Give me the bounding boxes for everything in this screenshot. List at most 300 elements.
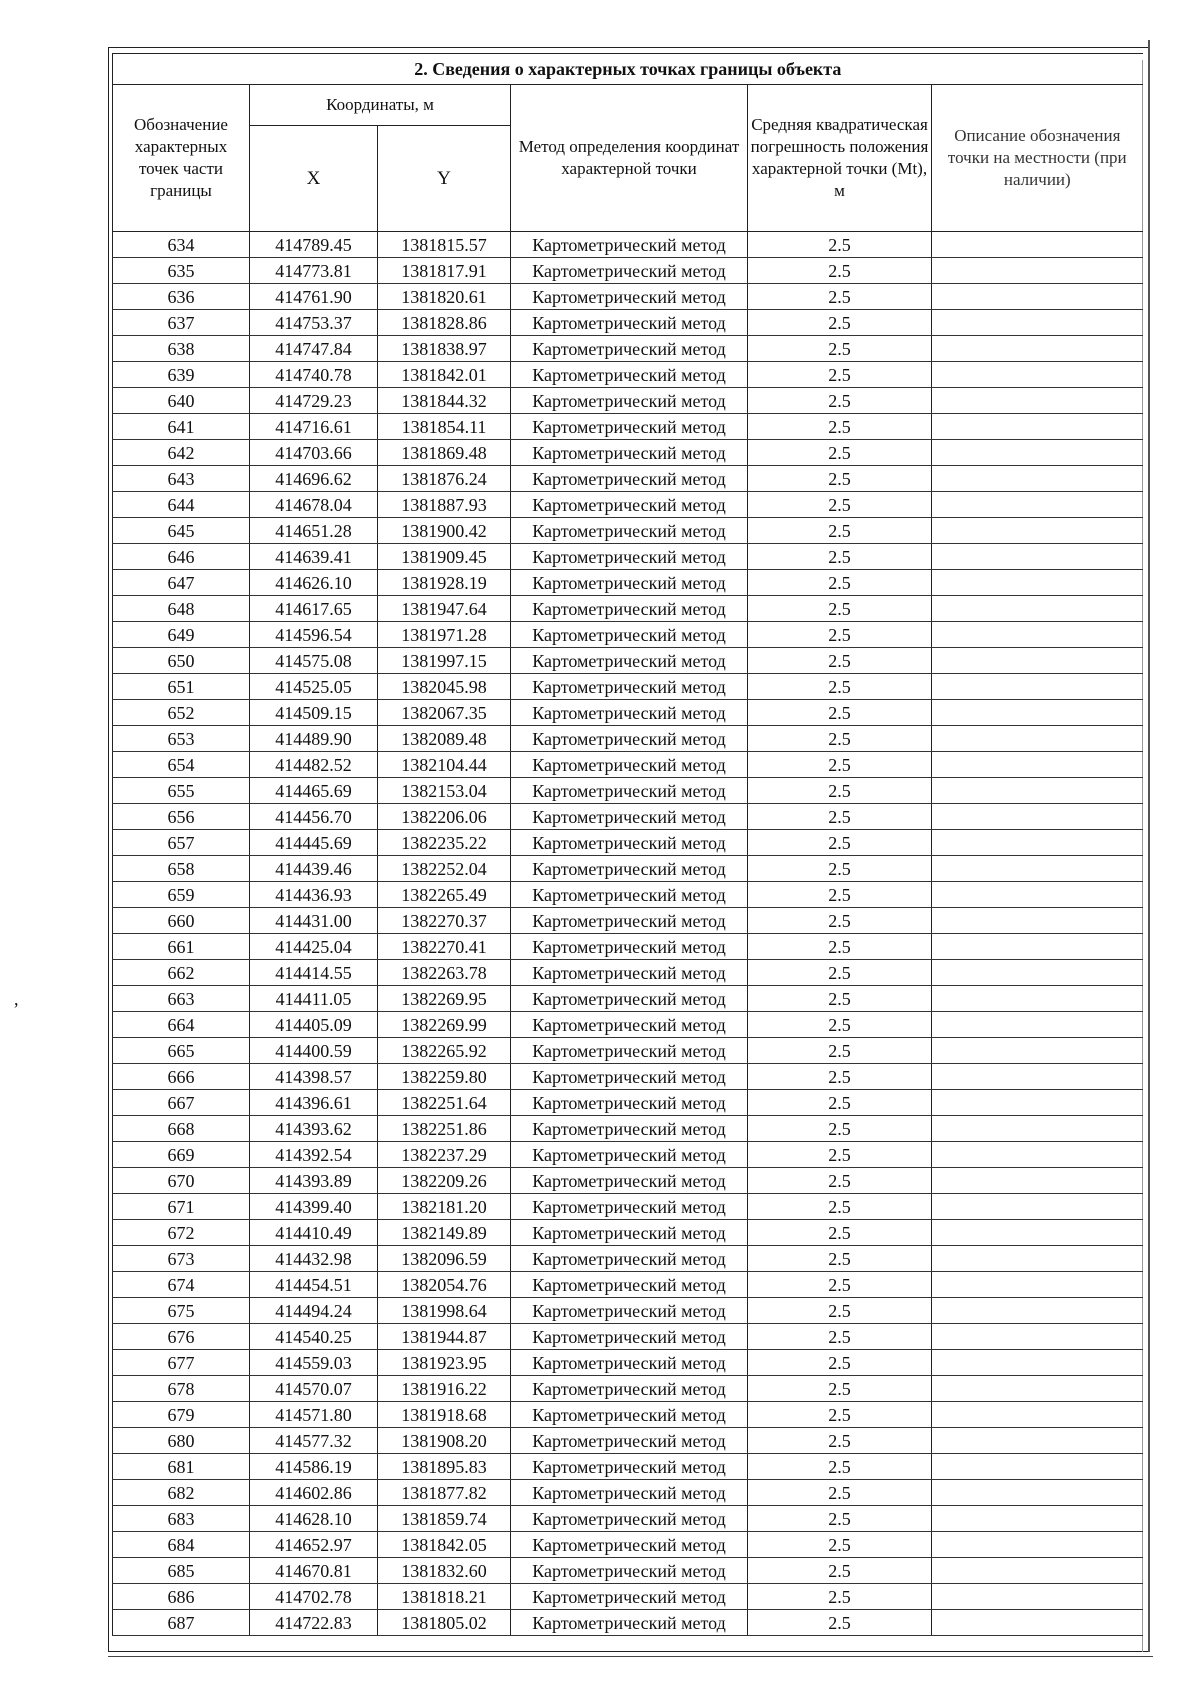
coord-y: 1382206.06 [378, 804, 511, 830]
mt-cell: 2.5 [748, 752, 932, 778]
coord-x: 414571.80 [250, 1402, 378, 1428]
point-number: 683 [113, 1506, 250, 1532]
coord-y: 1381805.02 [378, 1610, 511, 1636]
boundary-points-table [112, 53, 1143, 1636]
coord-x: 414702.78 [250, 1584, 378, 1610]
method-cell: Картометрический метод [511, 700, 748, 726]
header-description: Описание обозначения точки на местности (при наличии) [932, 85, 1143, 232]
coord-x: 414747.84 [250, 336, 378, 362]
description-cell [932, 1064, 1143, 1090]
description-cell [932, 1350, 1143, 1376]
coord-x: 414431.00 [250, 908, 378, 934]
mt-cell: 2.5 [748, 778, 932, 804]
point-number: 648 [113, 596, 250, 622]
point-number: 679 [113, 1402, 250, 1428]
method-cell: Картометрический метод [511, 1194, 748, 1220]
coord-x: 414494.24 [250, 1298, 378, 1324]
table-row [113, 310, 1143, 336]
mt-cell: 2.5 [748, 388, 932, 414]
mt-cell: 2.5 [748, 1454, 932, 1480]
method-cell: Картометрический метод [511, 1376, 748, 1402]
point-number: 635 [113, 258, 250, 284]
description-cell [932, 648, 1143, 674]
point-number: 639 [113, 362, 250, 388]
mt-cell: 2.5 [748, 414, 932, 440]
table-row [113, 804, 1143, 830]
method-cell: Картометрический метод [511, 804, 748, 830]
description-cell [932, 1012, 1143, 1038]
method-cell: Картометрический метод [511, 258, 748, 284]
point-number: 642 [113, 440, 250, 466]
coord-y: 1381844.32 [378, 388, 511, 414]
point-number: 662 [113, 960, 250, 986]
scan-bottom-edge [108, 1656, 1153, 1657]
coord-x: 414410.49 [250, 1220, 378, 1246]
method-cell: Картометрический метод [511, 778, 748, 804]
table-row [113, 622, 1143, 648]
method-cell: Картометрический метод [511, 1038, 748, 1064]
mt-cell: 2.5 [748, 596, 932, 622]
coord-x: 414445.69 [250, 830, 378, 856]
coord-x: 414761.90 [250, 284, 378, 310]
method-cell: Картометрический метод [511, 1064, 748, 1090]
coord-x: 414509.15 [250, 700, 378, 726]
coord-y: 1382251.64 [378, 1090, 511, 1116]
coord-y: 1381909.45 [378, 544, 511, 570]
description-cell [932, 284, 1143, 310]
coord-y: 1382269.95 [378, 986, 511, 1012]
scan-right-edge [1148, 40, 1150, 1652]
method-cell: Картометрический метод [511, 1272, 748, 1298]
table-row [113, 1584, 1143, 1610]
method-cell: Картометрический метод [511, 726, 748, 752]
mt-cell: 2.5 [748, 804, 932, 830]
mt-cell: 2.5 [748, 310, 932, 336]
table-row [113, 466, 1143, 492]
method-cell: Картометрический метод [511, 1168, 748, 1194]
table-row [113, 1532, 1143, 1558]
coord-y: 1381832.60 [378, 1558, 511, 1584]
table-row [113, 1090, 1143, 1116]
coord-y: 1382270.37 [378, 908, 511, 934]
mt-cell: 2.5 [748, 1012, 932, 1038]
table-row [113, 986, 1143, 1012]
description-cell [932, 414, 1143, 440]
method-cell: Картометрический метод [511, 362, 748, 388]
coord-y: 1382237.29 [378, 1142, 511, 1168]
header-coordinates: Координаты, м [250, 85, 511, 126]
point-number: 647 [113, 570, 250, 596]
coord-y: 1382251.86 [378, 1116, 511, 1142]
table-row [113, 752, 1143, 778]
coord-x: 414577.32 [250, 1428, 378, 1454]
coord-y: 1381908.20 [378, 1428, 511, 1454]
coord-x: 414773.81 [250, 258, 378, 284]
method-cell: Картометрический метод [511, 908, 748, 934]
table-row [113, 388, 1143, 414]
point-number: 657 [113, 830, 250, 856]
coord-y: 1382089.48 [378, 726, 511, 752]
table-row [113, 1480, 1143, 1506]
coord-y: 1382265.92 [378, 1038, 511, 1064]
description-cell [932, 1532, 1143, 1558]
coord-y: 1381895.83 [378, 1454, 511, 1480]
coord-x: 414789.45 [250, 232, 378, 258]
table-row [113, 284, 1143, 310]
description-cell [932, 752, 1143, 778]
coord-x: 414596.54 [250, 622, 378, 648]
method-cell: Картометрический метод [511, 544, 748, 570]
mt-cell: 2.5 [748, 648, 932, 674]
coord-x: 414482.52 [250, 752, 378, 778]
coord-y: 1381869.48 [378, 440, 511, 466]
table-row [113, 1324, 1143, 1350]
coord-y: 1382153.04 [378, 778, 511, 804]
coord-x: 414559.03 [250, 1350, 378, 1376]
method-cell: Картометрический метод [511, 596, 748, 622]
point-number: 641 [113, 414, 250, 440]
method-cell: Картометрический метод [511, 960, 748, 986]
coord-x: 414414.55 [250, 960, 378, 986]
coord-y: 1381916.22 [378, 1376, 511, 1402]
point-number: 661 [113, 934, 250, 960]
mt-cell: 2.5 [748, 726, 932, 752]
mt-cell: 2.5 [748, 1194, 932, 1220]
point-number: 658 [113, 856, 250, 882]
method-cell: Картометрический метод [511, 570, 748, 596]
coord-x: 414540.25 [250, 1324, 378, 1350]
description-cell [932, 232, 1143, 258]
description-cell [932, 1090, 1143, 1116]
method-cell: Картометрический метод [511, 1012, 748, 1038]
description-cell [932, 778, 1143, 804]
mt-cell: 2.5 [748, 284, 932, 310]
point-number: 673 [113, 1246, 250, 1272]
coord-x: 414652.97 [250, 1532, 378, 1558]
coord-y: 1381928.19 [378, 570, 511, 596]
mt-cell: 2.5 [748, 1428, 932, 1454]
mt-cell: 2.5 [748, 1116, 932, 1142]
coord-y: 1381918.68 [378, 1402, 511, 1428]
table-row [113, 258, 1143, 284]
method-cell: Картометрический метод [511, 1584, 748, 1610]
point-number: 664 [113, 1012, 250, 1038]
method-cell: Картометрический метод [511, 1090, 748, 1116]
mt-cell: 2.5 [748, 336, 932, 362]
description-cell [932, 570, 1143, 596]
mt-cell: 2.5 [748, 934, 932, 960]
point-number: 685 [113, 1558, 250, 1584]
description-cell [932, 674, 1143, 700]
header-mt: Средняя квадратическая погрешность положения характерной точки (Mt), м [748, 85, 932, 232]
table-row [113, 492, 1143, 518]
description-cell [932, 388, 1143, 414]
mt-cell: 2.5 [748, 466, 932, 492]
coord-y: 1381842.01 [378, 362, 511, 388]
table-row [113, 362, 1143, 388]
point-number: 667 [113, 1090, 250, 1116]
point-number: 669 [113, 1142, 250, 1168]
coord-x: 414586.19 [250, 1454, 378, 1480]
coord-x: 414740.78 [250, 362, 378, 388]
coord-x: 414696.62 [250, 466, 378, 492]
coord-x: 414439.46 [250, 856, 378, 882]
mt-cell: 2.5 [748, 1402, 932, 1428]
point-number: 671 [113, 1194, 250, 1220]
coord-x: 414670.81 [250, 1558, 378, 1584]
table-row [113, 1376, 1143, 1402]
coord-y: 1381923.95 [378, 1350, 511, 1376]
coord-y: 1381842.05 [378, 1532, 511, 1558]
method-cell: Картометрический метод [511, 856, 748, 882]
description-cell [932, 882, 1143, 908]
method-cell: Картометрический метод [511, 1532, 748, 1558]
point-number: 637 [113, 310, 250, 336]
coord-x: 414525.05 [250, 674, 378, 700]
coord-y: 1382181.20 [378, 1194, 511, 1220]
table-row [113, 908, 1143, 934]
description-cell [932, 440, 1143, 466]
method-cell: Картометрический метод [511, 1324, 748, 1350]
method-cell: Картометрический метод [511, 1480, 748, 1506]
description-cell [932, 1246, 1143, 1272]
table-row [113, 726, 1143, 752]
table-row [113, 856, 1143, 882]
table-row [113, 1168, 1143, 1194]
coord-y: 1381887.93 [378, 492, 511, 518]
mt-cell: 2.5 [748, 544, 932, 570]
coord-x: 414628.10 [250, 1506, 378, 1532]
table-row [113, 518, 1143, 544]
description-cell [932, 986, 1143, 1012]
table-row [113, 1506, 1143, 1532]
mt-cell: 2.5 [748, 1064, 932, 1090]
point-number: 676 [113, 1324, 250, 1350]
method-cell: Картометрический метод [511, 830, 748, 856]
mt-cell: 2.5 [748, 1298, 932, 1324]
coord-x: 414436.93 [250, 882, 378, 908]
method-cell: Картометрический метод [511, 492, 748, 518]
coord-x: 414465.69 [250, 778, 378, 804]
point-number: 680 [113, 1428, 250, 1454]
description-cell [932, 544, 1143, 570]
description-cell [932, 1376, 1143, 1402]
point-number: 653 [113, 726, 250, 752]
coord-y: 1381877.82 [378, 1480, 511, 1506]
mt-cell: 2.5 [748, 882, 932, 908]
description-cell [932, 336, 1143, 362]
point-number: 684 [113, 1532, 250, 1558]
point-number: 645 [113, 518, 250, 544]
coord-y: 1382252.04 [378, 856, 511, 882]
description-cell [932, 466, 1143, 492]
method-cell: Картометрический метод [511, 414, 748, 440]
coord-y: 1382104.44 [378, 752, 511, 778]
point-number: 665 [113, 1038, 250, 1064]
table-row [113, 674, 1143, 700]
description-cell [932, 726, 1143, 752]
description-cell [932, 1428, 1143, 1454]
description-cell [932, 518, 1143, 544]
table-row [113, 1610, 1143, 1636]
description-cell [932, 1220, 1143, 1246]
point-number: 646 [113, 544, 250, 570]
coord-x: 414489.90 [250, 726, 378, 752]
description-cell [932, 856, 1143, 882]
description-cell [932, 1116, 1143, 1142]
coord-x: 414570.07 [250, 1376, 378, 1402]
coord-y: 1382096.59 [378, 1246, 511, 1272]
description-cell [932, 492, 1143, 518]
description-cell [932, 1454, 1143, 1480]
coord-x: 414617.65 [250, 596, 378, 622]
point-number: 659 [113, 882, 250, 908]
method-cell: Картометрический метод [511, 1402, 748, 1428]
mt-cell: 2.5 [748, 700, 932, 726]
coord-x: 414432.98 [250, 1246, 378, 1272]
section-title: 2. Сведения о характерных точках границы объекта [113, 54, 1143, 85]
mt-cell: 2.5 [748, 986, 932, 1012]
coord-x: 414411.05 [250, 986, 378, 1012]
coord-x: 414626.10 [250, 570, 378, 596]
method-cell: Картометрический метод [511, 310, 748, 336]
description-cell [932, 1558, 1143, 1584]
table-row [113, 596, 1143, 622]
point-number: 675 [113, 1298, 250, 1324]
coord-x: 414399.40 [250, 1194, 378, 1220]
mt-cell: 2.5 [748, 908, 932, 934]
point-number: 668 [113, 1116, 250, 1142]
coord-y: 1381998.64 [378, 1298, 511, 1324]
mt-cell: 2.5 [748, 1558, 932, 1584]
method-cell: Картометрический метод [511, 1116, 748, 1142]
coord-y: 1381947.64 [378, 596, 511, 622]
point-number: 651 [113, 674, 250, 700]
point-number: 681 [113, 1454, 250, 1480]
coord-x: 414678.04 [250, 492, 378, 518]
table-row [113, 1064, 1143, 1090]
point-number: 638 [113, 336, 250, 362]
point-number: 649 [113, 622, 250, 648]
table-row [113, 700, 1143, 726]
mt-cell: 2.5 [748, 1324, 932, 1350]
table-row [113, 336, 1143, 362]
coord-y: 1381876.24 [378, 466, 511, 492]
table-row [113, 1298, 1143, 1324]
coord-x: 414703.66 [250, 440, 378, 466]
table-row [113, 1116, 1143, 1142]
point-number: 644 [113, 492, 250, 518]
mt-cell: 2.5 [748, 1610, 932, 1636]
table-row [113, 1454, 1143, 1480]
description-cell [932, 960, 1143, 986]
coord-y: 1382265.49 [378, 882, 511, 908]
point-number: 663 [113, 986, 250, 1012]
table-row [113, 232, 1143, 258]
method-cell: Картометрический метод [511, 232, 748, 258]
mt-cell: 2.5 [748, 1584, 932, 1610]
table-row [113, 1350, 1143, 1376]
table-row [113, 1012, 1143, 1038]
method-cell: Картометрический метод [511, 622, 748, 648]
header-x: X [250, 126, 378, 232]
method-cell: Картометрический метод [511, 986, 748, 1012]
coord-y: 1382067.35 [378, 700, 511, 726]
description-cell [932, 1506, 1143, 1532]
coord-x: 414651.28 [250, 518, 378, 544]
table-row [113, 570, 1143, 596]
coord-x: 414393.89 [250, 1168, 378, 1194]
coord-y: 1381838.97 [378, 336, 511, 362]
description-cell [932, 934, 1143, 960]
mt-cell: 2.5 [748, 570, 932, 596]
header-method: Метод определения координат характерной точки [511, 85, 748, 232]
point-number: 682 [113, 1480, 250, 1506]
method-cell: Картометрический метод [511, 934, 748, 960]
coord-y: 1381900.42 [378, 518, 511, 544]
table-row [113, 1558, 1143, 1584]
coord-y: 1381997.15 [378, 648, 511, 674]
mt-cell: 2.5 [748, 258, 932, 284]
mt-cell: 2.5 [748, 1142, 932, 1168]
table-row [113, 882, 1143, 908]
description-cell [932, 622, 1143, 648]
coord-x: 414575.08 [250, 648, 378, 674]
point-number: 652 [113, 700, 250, 726]
table-row [113, 1194, 1143, 1220]
point-number: 670 [113, 1168, 250, 1194]
coord-y: 1381944.87 [378, 1324, 511, 1350]
mt-cell: 2.5 [748, 1506, 932, 1532]
mt-cell: 2.5 [748, 518, 932, 544]
coord-y: 1382054.76 [378, 1272, 511, 1298]
table-row [113, 1402, 1143, 1428]
method-cell: Картометрический метод [511, 1558, 748, 1584]
coord-y: 1382235.22 [378, 830, 511, 856]
header-designation: Обозначение характерных точек части границы [113, 85, 250, 232]
point-number: 678 [113, 1376, 250, 1402]
mt-cell: 2.5 [748, 492, 932, 518]
method-cell: Картометрический метод [511, 1610, 748, 1636]
coord-y: 1381818.21 [378, 1584, 511, 1610]
coord-x: 414456.70 [250, 804, 378, 830]
method-cell: Картометрический метод [511, 388, 748, 414]
coord-y: 1382209.26 [378, 1168, 511, 1194]
coord-x: 414393.62 [250, 1116, 378, 1142]
table-row [113, 830, 1143, 856]
point-number: 677 [113, 1350, 250, 1376]
scan-speck: , [14, 989, 19, 1009]
table-row [113, 1142, 1143, 1168]
coord-x: 414396.61 [250, 1090, 378, 1116]
coord-y: 1381971.28 [378, 622, 511, 648]
description-cell [932, 362, 1143, 388]
table-row [113, 778, 1143, 804]
method-cell: Картометрический метод [511, 1506, 748, 1532]
method-cell: Картометрический метод [511, 1220, 748, 1246]
header-y: Y [378, 126, 511, 232]
table-row [113, 440, 1143, 466]
description-cell [932, 1584, 1143, 1610]
mt-cell: 2.5 [748, 1038, 932, 1064]
mt-cell: 2.5 [748, 1532, 932, 1558]
method-cell: Картометрический метод [511, 1428, 748, 1454]
point-number: 650 [113, 648, 250, 674]
coord-y: 1382259.80 [378, 1064, 511, 1090]
mt-cell: 2.5 [748, 856, 932, 882]
point-number: 656 [113, 804, 250, 830]
table-row [113, 1428, 1143, 1454]
